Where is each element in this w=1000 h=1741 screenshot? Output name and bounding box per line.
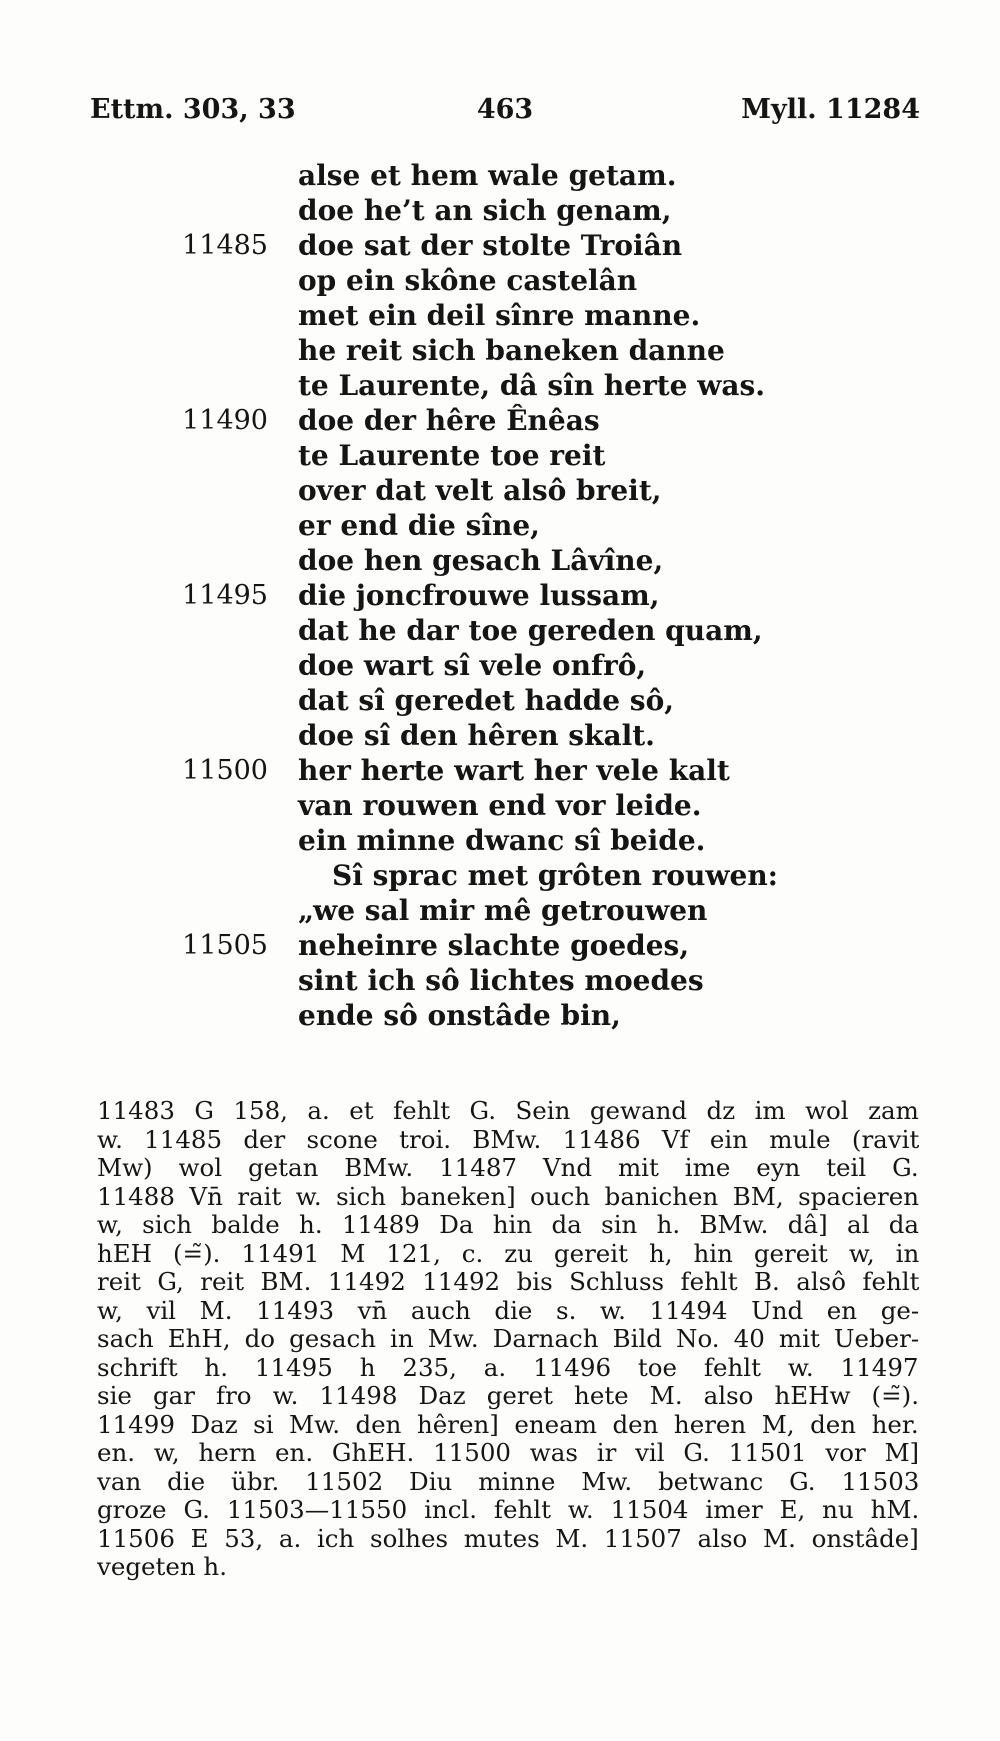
running-header bbox=[90, 94, 920, 134]
verse-line-text: neheinre slachte goedes, bbox=[298, 929, 690, 962]
verse-line bbox=[0, 823, 1000, 858]
verse-line-text: te Laurente, dâ sîn herte was. bbox=[298, 369, 766, 402]
footnote-line: hEH (=̃). 11491 M 121, c. zu gereit h, hin gereit w, in bbox=[97, 1239, 919, 1268]
verse-line-text: „we sal mir mê getrouwen bbox=[298, 894, 708, 927]
header-right-reference: Myll. 11284 bbox=[741, 94, 920, 125]
verse-line-text: die joncfrouwe lussam, bbox=[298, 579, 660, 612]
verse-line-text: dat he dar toe gereden quam, bbox=[298, 614, 763, 647]
footnote-line: schrift h. 11495 h 235, a. 11496 toe fehlt w. 11497 bbox=[97, 1353, 919, 1382]
verse-line-text: doe der hêre Ênêas bbox=[298, 404, 600, 437]
verse-line bbox=[0, 683, 1000, 718]
verse-line-text: van rouwen end vor leide. bbox=[298, 789, 702, 822]
footnote-line: 11488 Vn̄ rait w. sich baneken] ouch banichen BM, spacieren bbox=[97, 1182, 919, 1211]
verse-line-text: er end die sîne, bbox=[298, 509, 540, 542]
verse-line-text: alse et hem wale getam. bbox=[298, 159, 677, 192]
header-left-reference: Ettm. 303, 33 bbox=[90, 94, 296, 125]
verse-line bbox=[0, 963, 1000, 998]
verse-line-text: her herte wart her vele kalt bbox=[298, 754, 730, 787]
footnote-line: w, sich balde h. 11489 Da hin da sin h. BMw. dâ] al da bbox=[97, 1211, 919, 1239]
footnote-line: groze G. 11503—11550 incl. fehlt w. 11504 imer E, nu hM. bbox=[97, 1496, 919, 1524]
verse-line-text: he reit sich baneken danne bbox=[298, 334, 725, 367]
footnote-line: reit G, reit BM. 11492 11492 bis Schluss fehlt B. alsô fehlt bbox=[97, 1268, 919, 1296]
verse-line bbox=[0, 193, 1000, 228]
verse-line bbox=[0, 158, 1000, 193]
line-number: 11505 bbox=[182, 930, 268, 961]
verse-line bbox=[0, 228, 1000, 263]
page-number: 463 bbox=[476, 94, 534, 125]
footnote-line: w, vil M. 11493 vn̄ auch die s. w. 11494 Und en ge- bbox=[97, 1296, 919, 1325]
verse-text bbox=[0, 158, 1000, 1033]
verse-line-text: Sî sprac met grôten rouwen: bbox=[332, 859, 779, 892]
verse-line-text: ein minne dwanc sî beide. bbox=[298, 824, 706, 857]
line-number: 11485 bbox=[182, 230, 268, 261]
critical-apparatus bbox=[97, 1097, 919, 1582]
verse-line bbox=[0, 928, 1000, 963]
footnote-line: Mw) wol getan BMw. 11487 Vnd mit ime eyn teil G. bbox=[97, 1154, 919, 1182]
verse-line bbox=[0, 858, 1000, 893]
line-number: 11500 bbox=[182, 755, 268, 786]
footnote-line: sach EhH, do gesach in Mw. Darnach Bild No. 40 mit Ueber- bbox=[97, 1325, 919, 1353]
footnote-line: 11483 G 158, a. et fehlt G. Sein gewand dz im wol zam bbox=[97, 1097, 919, 1125]
verse-line bbox=[0, 333, 1000, 368]
footnote-line: en. w, hern en. GhEH. 11500 was ir vil G. 11501 vor M] bbox=[97, 1439, 919, 1467]
verse-line bbox=[0, 648, 1000, 683]
verse-line bbox=[0, 368, 1000, 403]
line-number: 11495 bbox=[182, 580, 268, 611]
footnote-line: van die übr. 11502 Diu minne Mw. betwanc G. 11503 bbox=[97, 1467, 919, 1496]
verse-line bbox=[0, 298, 1000, 333]
footnote-line: 11506 E 53, a. ich solhes mutes M. 11507 also M. onstâde] bbox=[97, 1524, 919, 1553]
verse-line bbox=[0, 543, 1000, 578]
verse-line bbox=[0, 403, 1000, 438]
verse-line-text: te Laurente toe reit bbox=[298, 439, 606, 472]
verse-line bbox=[0, 613, 1000, 648]
footnote-line: vegeten h. bbox=[97, 1553, 228, 1581]
verse-line-text: sint ich sô lichtes moedes bbox=[298, 964, 704, 997]
verse-line-text: doe wart sî vele onfrô, bbox=[298, 649, 647, 682]
verse-line-text: over dat velt alsô breit, bbox=[298, 474, 662, 507]
verse-line-text: dat sî geredet hadde sô, bbox=[298, 684, 674, 717]
footnote-line: w. 11485 der scone troi. BMw. 11486 Vf ein mule (ravit bbox=[97, 1125, 919, 1154]
verse-line-text: doe sî den hêren skalt. bbox=[298, 719, 655, 752]
verse-line-text: ende sô onstâde bin, bbox=[298, 999, 621, 1032]
verse-line bbox=[0, 893, 1000, 928]
verse-line bbox=[0, 998, 1000, 1033]
verse-line bbox=[0, 508, 1000, 543]
line-number: 11490 bbox=[182, 405, 268, 436]
verse-line-text: doe hen gesach Lâvîne, bbox=[298, 544, 664, 577]
verse-line bbox=[0, 578, 1000, 613]
verse-line-text: op ein skône castelân bbox=[298, 264, 638, 297]
verse-line-text: doe sat der stolte Troiân bbox=[298, 229, 683, 262]
verse-line bbox=[0, 718, 1000, 753]
verse-line bbox=[0, 753, 1000, 788]
verse-line bbox=[0, 788, 1000, 823]
verse-line bbox=[0, 438, 1000, 473]
verse-line bbox=[0, 473, 1000, 508]
verse-line-text: doe he’t an sich genam, bbox=[298, 194, 672, 227]
footnote-line: 11499 Daz si Mw. den hêren] eneam den heren M, den her. bbox=[97, 1410, 919, 1439]
footnote-line: sie gar fro w. 11498 Daz geret hete M. also hEHw (=̃). bbox=[97, 1382, 919, 1410]
verse-line-text: met ein deil sînre manne. bbox=[298, 299, 701, 332]
verse-line bbox=[0, 263, 1000, 298]
